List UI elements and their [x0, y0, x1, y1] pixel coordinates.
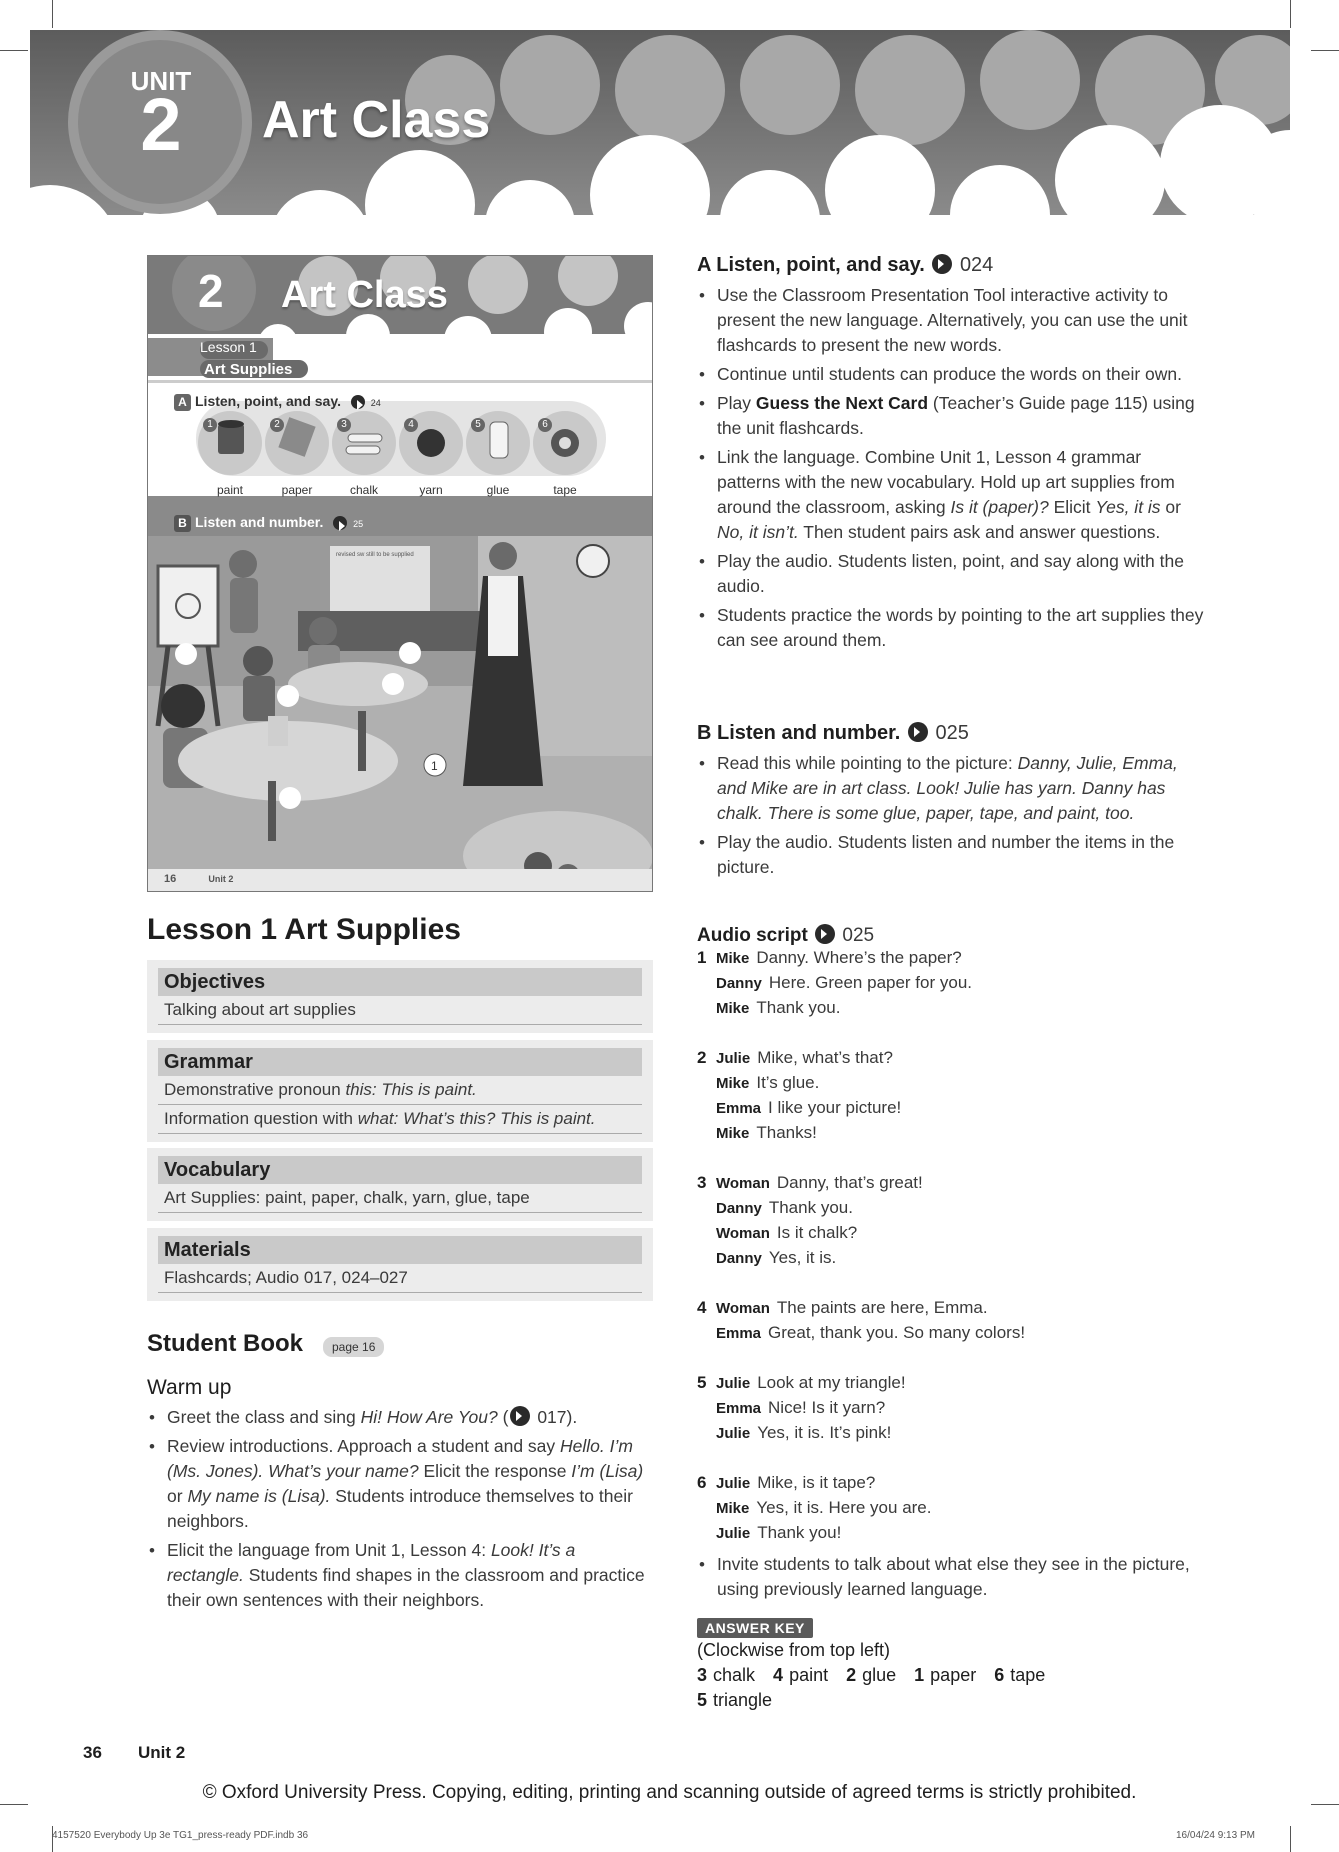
thumbnail-top — [148, 256, 652, 496]
page-number: 36 — [83, 1743, 102, 1762]
dialogue-text: Yes, it is. It’s pink! — [757, 1423, 892, 1442]
warm-up-text: Students introduce themselves to their neighbors. — [167, 1486, 633, 1531]
grammar-line1-example: this: This is paint. — [345, 1080, 477, 1099]
item-number: 4 — [404, 418, 418, 432]
student-book-thumbnail — [147, 255, 653, 892]
grammar-heading: Grammar — [158, 1048, 642, 1076]
item-label: chalk — [349, 483, 378, 497]
instruction-text: Then student pairs ask and answer questions. — [798, 522, 1161, 542]
item-label: tape — [553, 483, 577, 497]
speaker-name: Julie — [716, 1050, 751, 1067]
thumbnail-page-number: 16 — [164, 873, 177, 885]
thumbnail-section-b-text: Listen and number. — [195, 514, 324, 530]
dialogue-text: Is it chalk? — [776, 1223, 858, 1242]
audio-icon — [333, 516, 347, 530]
example-phrase: Is it (paper)? — [950, 497, 1049, 517]
speaker-name: Danny — [716, 1200, 762, 1217]
speaker-name: Mike — [716, 1075, 750, 1092]
answer-number: 2 — [846, 1665, 857, 1685]
crop-mark — [1290, 1826, 1291, 1852]
speaker-name: Danny — [716, 975, 762, 992]
game-name: Guess the Next Card — [755, 393, 929, 413]
example-phrase: No, it isn’t. — [717, 522, 799, 542]
script-line — [697, 1045, 1197, 1070]
warm-up-heading: Warm up — [147, 1376, 232, 1399]
script-line — [697, 1370, 1197, 1395]
speaker-name: Danny — [716, 1250, 762, 1267]
grammar-line2-prefix: Information question with — [164, 1109, 358, 1128]
audio-icon — [815, 924, 835, 944]
thumbnail-lesson-title: Art Supplies — [204, 361, 293, 378]
example-answer-number: 1 — [431, 759, 438, 773]
example-phrase: Look! It’s a rectangle. — [167, 1540, 576, 1585]
script-line — [697, 1420, 1197, 1445]
list-item — [147, 1538, 647, 1613]
audio-script-title: Audio script — [697, 925, 808, 946]
thumbnail-note: revised sw still to be supplied — [336, 552, 414, 558]
file-slug: 4157520 Everybody Up 3e TG1_press-ready PDF.indb 36 — [52, 1830, 309, 1841]
song-title: Hi! How Are You? — [360, 1407, 498, 1427]
crop-mark — [1311, 50, 1339, 51]
list-item — [697, 751, 1205, 826]
exchange-number: 4 — [697, 1298, 707, 1317]
script-exchange — [697, 1045, 1197, 1145]
warm-up-text: ). — [566, 1407, 578, 1427]
track-number: 025 — [935, 722, 969, 744]
section-b-list — [697, 751, 1205, 884]
script-line — [697, 1095, 1197, 1120]
item-label: paper — [281, 483, 313, 497]
thumbnail-footer — [148, 869, 652, 891]
dialogue-text: Nice! Is it yarn? — [768, 1398, 886, 1417]
speaker-name: Mike — [716, 1125, 750, 1142]
dialogue-text: It’s glue. — [756, 1073, 820, 1092]
example-phrase: My name is (Lisa). — [187, 1486, 331, 1506]
lesson-title: Lesson 1 Art Supplies — [147, 913, 461, 946]
script-line — [697, 1120, 1197, 1145]
audio-script-heading — [697, 924, 874, 947]
audio-icon — [510, 1406, 530, 1426]
track-number: 025 — [842, 925, 875, 946]
answer-number: 5 — [697, 1690, 708, 1710]
answer-word: tape — [1010, 1665, 1046, 1685]
warm-up-text: Review introductions. Approach a student and say — [167, 1436, 561, 1456]
speaker-name: Julie — [716, 1375, 751, 1392]
speaker-name: Julie — [716, 1475, 751, 1492]
thumbnail-track-b: 25 — [353, 519, 364, 529]
dialogue-text: Thank you. — [756, 998, 841, 1017]
thumbnail-unit-number: 2 — [198, 265, 224, 317]
materials-heading: Materials — [158, 1236, 642, 1264]
exchange-number: 2 — [697, 1048, 707, 1067]
warm-up-text: Greet the class and sing — [167, 1407, 361, 1427]
thumbnail-title: Art Class — [281, 274, 448, 316]
audio-script — [697, 945, 1197, 1570]
script-line — [697, 1070, 1197, 1095]
section-b-title: B Listen and number. — [697, 722, 901, 744]
item-number: 1 — [203, 418, 217, 432]
speaker-name: Woman — [716, 1300, 770, 1317]
speaker-name: Mike — [716, 950, 750, 967]
dialogue-text: I like your picture! — [768, 1098, 902, 1117]
list-item: • Continue until students can produce the words on their own. — [697, 362, 1205, 387]
exchange-number: 1 — [697, 948, 707, 967]
instruction-text: Play — [717, 393, 756, 413]
page-badge: page 16 — [323, 1337, 384, 1357]
speaker-name: Julie — [716, 1425, 751, 1442]
warm-up-text: Elicit the response — [418, 1461, 572, 1481]
list-item: • Play the audio. Students listen, point, and say along with the audio. — [697, 549, 1205, 599]
answer-key-intro: (Clockwise from top left) — [697, 1640, 891, 1660]
grammar-line — [158, 1076, 642, 1105]
track-number: 017 — [537, 1407, 567, 1427]
answer-key-badge: ANSWER KEY — [697, 1618, 813, 1638]
script-line — [697, 1395, 1197, 1420]
script-line — [697, 1520, 1197, 1545]
grammar-box — [147, 1040, 653, 1142]
instruction-text: Elicit — [1048, 497, 1096, 517]
script-exchange — [697, 945, 1197, 1020]
answer-number: 4 — [773, 1665, 784, 1685]
list-item — [697, 391, 1205, 441]
section-b-heading — [697, 722, 969, 745]
materials-box — [147, 1228, 653, 1301]
unit-number: 2 — [140, 83, 182, 166]
crop-mark — [1290, 0, 1291, 28]
date-slug: 16/04/24 9:13 PM — [1176, 1830, 1255, 1841]
objectives-box — [147, 960, 653, 1033]
list-item: • Students practice the words by pointing to the art supplies they can see around them. — [697, 603, 1205, 653]
dialogue-text: Look at my triangle! — [757, 1373, 906, 1392]
audio-icon — [908, 722, 928, 742]
cloud-banner-graphic — [30, 30, 1290, 230]
thumbnail-track-a: 24 — [370, 398, 381, 408]
answer-word: chalk — [713, 1665, 756, 1685]
script-exchange — [697, 1170, 1197, 1270]
dialogue-text: Thank you! — [757, 1523, 842, 1542]
dialogue-text: The paints are here, Emma. — [776, 1298, 988, 1317]
grammar-line — [158, 1105, 642, 1134]
warm-up-text: ( — [497, 1407, 509, 1427]
answer-word: paper — [930, 1665, 977, 1685]
section-a-list — [697, 283, 1205, 657]
speaker-name: Emma — [716, 1100, 762, 1117]
script-line — [697, 1195, 1197, 1220]
speaker-name: Woman — [716, 1175, 770, 1192]
item-label: glue — [486, 483, 510, 497]
section-a-heading — [697, 254, 993, 277]
answer-number: 1 — [914, 1665, 925, 1685]
speaker-name: Emma — [716, 1325, 762, 1342]
dialogue-text: Yes, it is. Here you are. — [756, 1498, 932, 1517]
item-number: 6 — [538, 418, 552, 432]
dialogue-text: Thanks! — [756, 1123, 817, 1142]
dialogue-text: Here. Green paper for you. — [768, 973, 973, 992]
dialogue-text: Yes, it is. — [768, 1248, 837, 1267]
thumbnail-section-b — [174, 514, 363, 532]
answer-word: paint — [789, 1665, 829, 1685]
objectives-text: Talking about art supplies — [158, 996, 642, 1025]
dialogue-text: Great, thank you. So many colors! — [768, 1323, 1026, 1342]
warm-up-list — [147, 1405, 647, 1617]
dialogue-text: Mike, is it tape? — [757, 1473, 876, 1492]
script-line — [697, 1495, 1197, 1520]
exchange-number: 3 — [697, 1173, 707, 1192]
track-number: 024 — [959, 254, 994, 276]
thumbnail-section-a-text: Listen, point, and say. — [195, 393, 341, 409]
answer-word: glue — [862, 1665, 897, 1685]
answer-key-row — [697, 1690, 772, 1711]
audio-followup-list — [697, 1552, 1205, 1606]
script-line — [697, 1245, 1197, 1270]
answer-word: triangle — [713, 1690, 773, 1710]
speaker-name: Emma — [716, 1400, 762, 1417]
dialogue-text: Danny, that’s great! — [776, 1173, 923, 1192]
objectives-heading: Objectives — [158, 968, 642, 996]
speaker-name: Woman — [716, 1225, 770, 1242]
script-line — [697, 970, 1197, 995]
crop-mark — [1311, 1804, 1339, 1805]
item-pictures — [148, 256, 652, 496]
script-exchange — [697, 1470, 1197, 1545]
list-item — [147, 1405, 647, 1430]
script-line — [697, 1220, 1197, 1245]
item-number: 5 — [471, 418, 485, 432]
script-exchange — [697, 1370, 1197, 1445]
list-item — [147, 1434, 647, 1534]
script-exchange — [697, 1295, 1197, 1345]
answer-number: 3 — [697, 1665, 708, 1685]
example-phrase: I’m (Lisa) — [571, 1461, 644, 1481]
audio-icon — [932, 254, 952, 274]
classroom-scene-illustration — [148, 536, 652, 892]
exchange-number: 5 — [697, 1373, 707, 1392]
dialogue-text: Mike, what’s that? — [757, 1048, 893, 1067]
vocabulary-heading: Vocabulary — [158, 1156, 642, 1184]
instruction-text: Link the language. Combine Unit 1, Lesson 4 grammar patterns with the new vocabulary. Hold up art supplies from around the classroom, asking — [717, 447, 1175, 517]
copyright-notice: © Oxford University Press. Copying, editing, printing and scanning outside of agreed terms is strictly prohibited. — [202, 1782, 1137, 1803]
answer-key-row — [697, 1665, 1045, 1686]
vocabulary-text: Art Supplies: paint, paper, chalk, yarn, glue, tape — [158, 1184, 642, 1213]
script-line — [697, 1470, 1197, 1495]
materials-text: Flashcards; Audio 017, 024–027 — [158, 1264, 642, 1293]
warm-up-text: Students find shapes in the classroom and practice their own sentences with their neighbors. — [167, 1565, 645, 1610]
thumbnail-footer-unit: Unit 2 — [208, 874, 234, 884]
script-line — [697, 995, 1197, 1020]
crop-mark — [0, 1804, 28, 1805]
dialogue-text: Danny. Where’s the paper? — [756, 948, 962, 967]
list-item: • Invite students to talk about what else they see in the picture, using previously learned language. — [697, 1552, 1205, 1602]
unit-label: UNIT — [130, 66, 192, 96]
warm-up-text: Elicit the language from Unit 1, Lesson 4: — [167, 1540, 491, 1560]
instruction-text: Read this while pointing to the picture: — [717, 753, 1018, 773]
instruction-text: or — [1160, 497, 1181, 517]
list-item — [697, 445, 1205, 545]
crop-mark — [52, 0, 53, 28]
item-label: paint — [216, 483, 244, 497]
thumbnail-lesson: Lesson 1 — [200, 339, 257, 355]
footer-unit: Unit 2 — [138, 1743, 186, 1762]
grammar-line2-example: what: What’s this? This is paint. — [357, 1109, 596, 1128]
item-number: 3 — [337, 418, 351, 432]
warm-up-text: or — [167, 1486, 188, 1506]
script-line — [697, 1320, 1197, 1345]
student-book-heading: Student Book — [147, 1330, 303, 1357]
speaker-name: Julie — [716, 1525, 751, 1542]
section-a-title: A Listen, point, and say. — [697, 254, 925, 276]
section-badge: B — [174, 515, 191, 532]
item-number: 2 — [270, 418, 284, 432]
speaker-name: Mike — [716, 1500, 750, 1517]
grammar-line1-prefix: Demonstrative pronoun — [164, 1080, 346, 1099]
item-label: yarn — [419, 483, 443, 497]
script-line — [697, 1295, 1197, 1320]
answer-number: 6 — [994, 1665, 1005, 1685]
unit-banner — [30, 30, 1290, 230]
list-item: • Play the audio. Students listen and number the items in the picture. — [697, 830, 1205, 880]
script-line — [697, 1170, 1197, 1195]
list-item: • Use the Classroom Presentation Tool interactive activity to present the new language. Alternatively, you can use the unit flashcards to present the new words. — [697, 283, 1205, 358]
crop-mark — [0, 50, 28, 51]
dialogue-text: Thank you. — [768, 1198, 853, 1217]
instruction-text: (Teacher’s Guide page 115) using the unit flashcards. — [717, 393, 1195, 438]
example-phrase: Yes, it is — [1095, 497, 1161, 517]
exchange-number: 6 — [697, 1473, 707, 1492]
vocabulary-box — [147, 1148, 653, 1221]
script-line — [697, 945, 1197, 970]
read-aloud-text: Danny, Julie, Emma, and Mike are in art class. Look! Julie has yarn. Danny has chalk. There is some glue, paper, tape, and paint, too. — [717, 753, 1178, 823]
example-phrase: Hello. I’m (Ms. Jones). What’s your name? — [167, 1436, 633, 1481]
unit-title: Art Class — [262, 91, 491, 149]
section-badge: A — [174, 394, 191, 411]
speaker-name: Mike — [716, 1000, 750, 1017]
